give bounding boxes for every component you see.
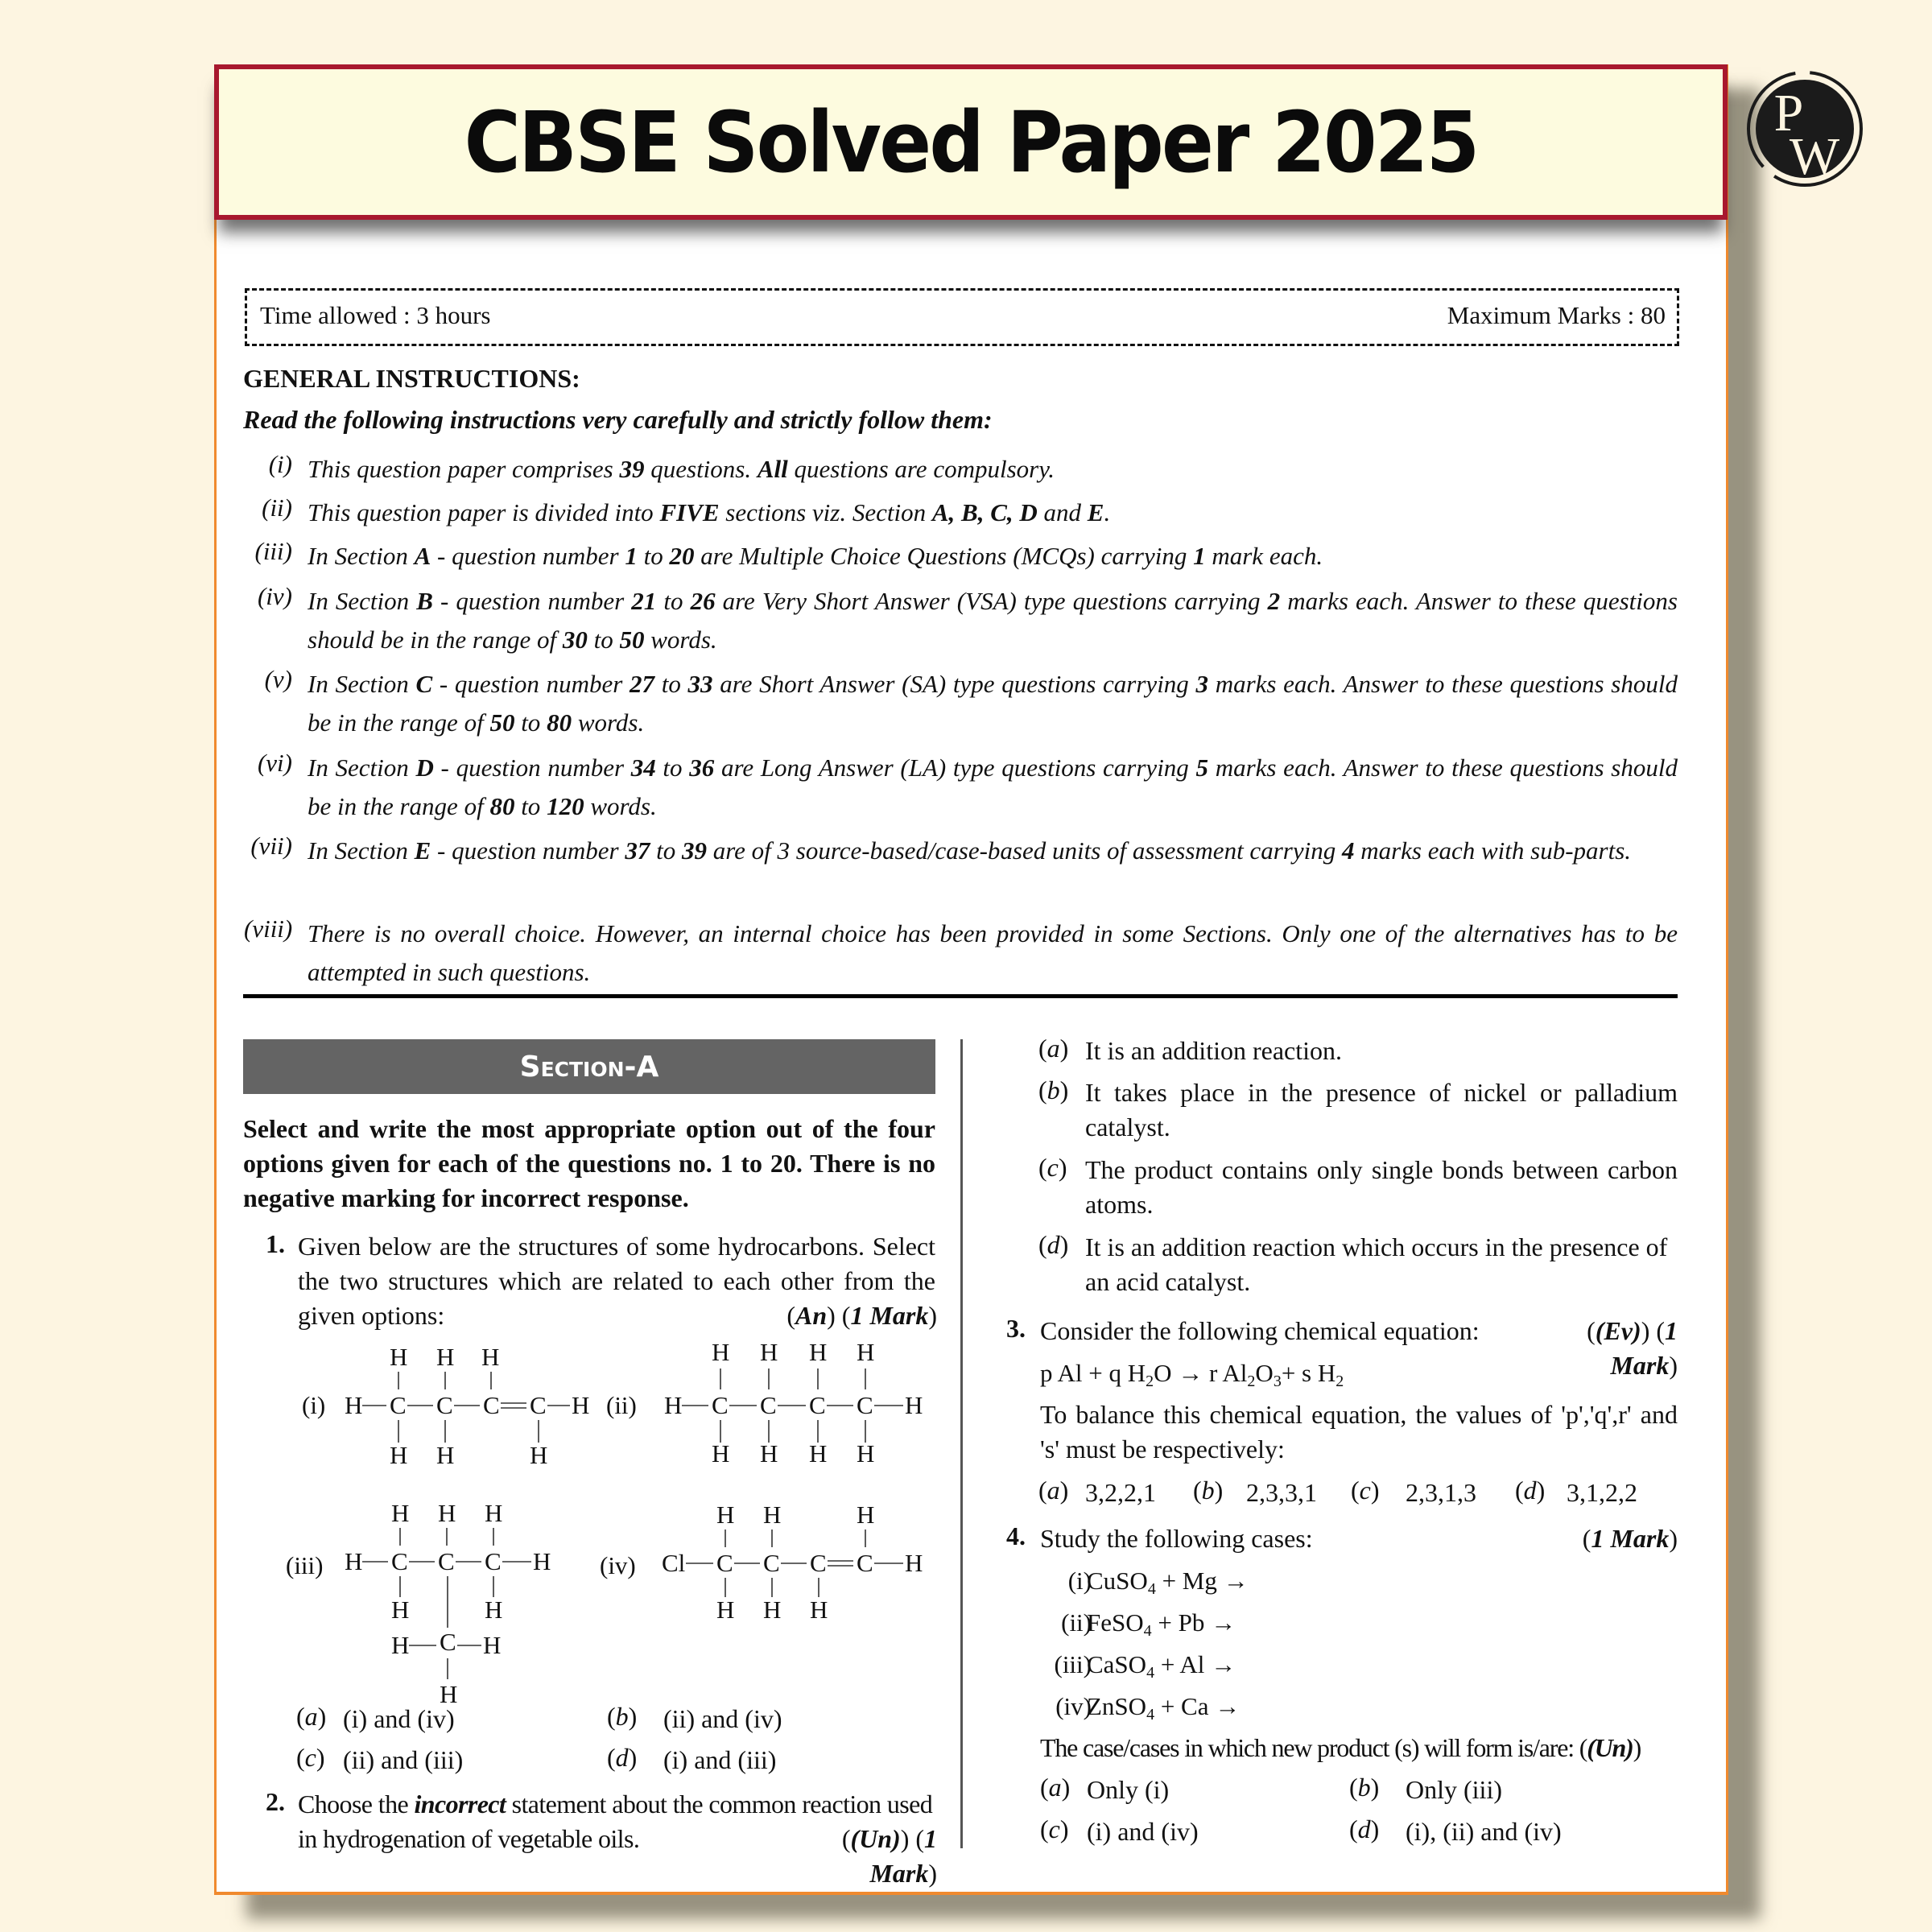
svg-text:H: H: [760, 1338, 778, 1366]
option-c[interactable]: (c): [1351, 1476, 1380, 1505]
svg-text:H: H: [809, 1439, 828, 1468]
question-3-marks: ((Ev)) (1 Mark): [1587, 1316, 1678, 1380]
question-number: 4.: [1006, 1521, 1026, 1550]
case-equation: FeSO$_4$ + Pb →: [1087, 1608, 1236, 1640]
svg-text:H: H: [905, 1391, 923, 1419]
instruction-num: (iii): [254, 537, 292, 565]
option-c[interactable]: (c): [1038, 1153, 1067, 1182]
question-number: 3.: [1006, 1314, 1026, 1343]
option-d-text[interactable]: (i), (ii) and (iv): [1406, 1817, 1562, 1846]
structure-label: (ii): [606, 1391, 637, 1419]
question-3-text: Consider the following chemical equation:: [1040, 1316, 1480, 1345]
svg-text:H: H: [716, 1596, 735, 1624]
svg-text:H: H: [712, 1338, 730, 1366]
instruction-num: (i): [268, 450, 292, 478]
logo-letter-p: P: [1773, 84, 1804, 142]
pw-logo-icon: [1747, 71, 1863, 187]
option-b[interactable]: (b): [1349, 1773, 1380, 1802]
instruction-num: (viii): [244, 914, 293, 943]
instruction-num: (iv): [257, 582, 292, 610]
structure-label: (i): [302, 1391, 326, 1419]
structure-label: (iii): [286, 1551, 324, 1579]
option-a-text[interactable]: Only (i): [1087, 1775, 1170, 1804]
svg-text:H: H: [345, 1391, 363, 1419]
instruction-item: There is no overall choice. However, an internal choice has been provided in some Sections. Only one of the alternatives has to be attempted in such questions.: [308, 919, 1678, 986]
case-label: (iv): [1055, 1692, 1092, 1720]
option-b-text[interactable]: It takes place in the presence of nickel or palladium catalyst.: [1085, 1078, 1678, 1141]
svg-text:H: H: [391, 1499, 410, 1527]
svg-text:C: C: [716, 1549, 733, 1577]
option-d-text[interactable]: It is an addition reaction which occurs in the presence of an acid catalyst.: [1085, 1232, 1668, 1296]
instruction-item: In Section C - question number 27 to 33 are Short Answer (SA) type questions carrying 3 marks each. Answer to these questions should be in the range of 50 to 80 words.: [308, 670, 1678, 737]
option-a[interactable]: (a): [1038, 1476, 1069, 1505]
option-a[interactable]: (a): [1040, 1773, 1071, 1802]
question-number: 2.: [266, 1787, 285, 1816]
option-b[interactable]: (b): [1038, 1075, 1069, 1104]
svg-text:H: H: [485, 1596, 503, 1624]
svg-text:H: H: [533, 1547, 551, 1575]
question-3-equation: p Al + q $H_2O \to r$ $Al_2O_3+ s$ $H_2$: [1040, 1359, 1344, 1390]
svg-text:H: H: [857, 1439, 875, 1468]
svg-text:H: H: [716, 1501, 735, 1529]
question-number: 1.: [266, 1229, 285, 1258]
svg-text:H: H: [905, 1549, 923, 1577]
svg-text:C: C: [857, 1391, 873, 1419]
svg-text:H: H: [857, 1501, 875, 1529]
section-a-intro: Select and write the most appropriate option out of the four options given for each of the questions no. 1 to 20. There is no negative marking for incorrect response.: [243, 1114, 935, 1212]
option-b-text[interactable]: 2,3,3,1: [1246, 1478, 1317, 1507]
svg-text:H: H: [391, 1596, 410, 1624]
option-d[interactable]: (d): [1349, 1814, 1380, 1843]
question-1-marks: (An) (1 Mark): [786, 1301, 937, 1330]
question-4-followup: The case/cases in which new product (s) will form is/are: ((Un)): [1040, 1733, 1641, 1762]
question-2-text: Choose the incorrect statement about the common reaction used in hydrogenation of vegetable oils.: [298, 1790, 933, 1853]
svg-text:C: C: [436, 1391, 453, 1419]
instruction-item: This question paper is divided into FIVE sections viz. Section A, B, C, D and E.: [308, 498, 1111, 526]
instruction-item: In Section E - question number 37 to 39 are of 3 source-based/case-based units of assessment carrying 4 marks each with sub-parts.: [308, 836, 1632, 865]
case-equation: ZnSO$_4$ + Ca →: [1087, 1692, 1241, 1724]
svg-text:C: C: [809, 1391, 826, 1419]
svg-text:C: C: [530, 1391, 547, 1419]
option-a[interactable]: (a): [296, 1702, 327, 1731]
svg-text:H: H: [436, 1343, 455, 1371]
page-title: CBSE Solved Paper 2025: [464, 93, 1478, 192]
svg-text:C: C: [810, 1549, 827, 1577]
option-d-text[interactable]: (i) and (iii): [663, 1745, 777, 1774]
question-4-text: Study the following cases:: [1040, 1524, 1313, 1553]
svg-text:H: H: [390, 1441, 408, 1469]
option-c[interactable]: (c): [1040, 1814, 1069, 1843]
instruction-num: (ii): [262, 493, 292, 522]
question-text: Given below are the structures of some hydrocarbons. Select the two structures which are related to each other from the given options:: [298, 1232, 935, 1330]
svg-text:H: H: [440, 1680, 458, 1707]
svg-text:H: H: [436, 1441, 455, 1469]
option-a[interactable]: (a): [1038, 1034, 1069, 1063]
svg-text:Cl: Cl: [662, 1549, 686, 1577]
case-label: (ii): [1061, 1608, 1092, 1637]
instruction-num: (v): [264, 665, 292, 693]
question-4-marks: (1 Mark): [1582, 1524, 1678, 1553]
svg-text:H: H: [390, 1343, 408, 1371]
svg-text:H: H: [345, 1547, 363, 1575]
svg-text:H: H: [481, 1343, 500, 1371]
svg-text:H: H: [530, 1441, 548, 1469]
question-2-marks: ((Un)) (1 Mark): [773, 1822, 937, 1891]
structures-i-ii: [290, 1336, 934, 1481]
option-b-text[interactable]: (ii) and (iv): [663, 1704, 782, 1733]
svg-text:H: H: [712, 1439, 730, 1468]
svg-text:H: H: [809, 1338, 828, 1366]
instructions-subheading: Read the following instructions very carefully and strictly follow them:: [243, 405, 993, 434]
option-d[interactable]: (d): [607, 1743, 638, 1772]
question-3-followup: To balance this chemical equation, the values of 'p','q',r' and 's' must be respectively:: [1040, 1400, 1678, 1463]
svg-text:H: H: [810, 1596, 828, 1624]
svg-text:H: H: [664, 1391, 683, 1419]
option-c-text[interactable]: 2,3,1,3: [1406, 1478, 1476, 1507]
instruction-num: (vii): [250, 832, 292, 860]
instruction-item: This question paper comprises 39 questions. All questions are compulsory.: [308, 455, 1055, 483]
case-label: (iii): [1054, 1650, 1092, 1678]
option-c-text[interactable]: The product contains only single bonds between carbon atoms.: [1085, 1155, 1678, 1219]
section-a-header: [243, 1039, 935, 1094]
section-divider-rule: [243, 994, 1678, 998]
svg-text:H: H: [485, 1499, 503, 1527]
option-c-text[interactable]: (i) and (iv): [1087, 1817, 1199, 1846]
svg-text:C: C: [440, 1628, 456, 1656]
svg-text:H: H: [391, 1631, 410, 1659]
svg-text:H: H: [438, 1499, 456, 1527]
instruction-item: In Section A - question number 1 to 20 are Multiple Choice Questions (MCQs) carrying 1 mark each.: [308, 542, 1323, 570]
svg-text:C: C: [763, 1549, 780, 1577]
svg-text:C: C: [438, 1547, 455, 1575]
svg-text:H: H: [857, 1338, 875, 1366]
svg-text:C: C: [483, 1391, 500, 1419]
option-c[interactable]: (c): [296, 1743, 325, 1772]
option-a-text[interactable]: It is an addition reaction.: [1085, 1036, 1343, 1065]
option-a-text[interactable]: 3,2,2,1: [1085, 1478, 1156, 1507]
structure-label: (iv): [600, 1551, 636, 1579]
section-title: Section-A: [519, 1050, 659, 1084]
column-divider: [960, 1039, 963, 1848]
svg-text:H: H: [763, 1596, 782, 1624]
svg-text:H: H: [763, 1501, 782, 1529]
option-a-text[interactable]: (i) and (iv): [343, 1704, 455, 1733]
option-d[interactable]: (d): [1515, 1476, 1546, 1505]
option-c-text[interactable]: (ii) and (iii): [343, 1745, 464, 1774]
logo-letter-w: W: [1789, 127, 1840, 186]
svg-text:C: C: [485, 1547, 502, 1575]
svg-text:C: C: [712, 1391, 729, 1419]
option-d-text[interactable]: 3,1,2,2: [1567, 1478, 1637, 1507]
case-label: (i): [1067, 1567, 1092, 1595]
case-equation: CuSO$_4$ + Mg →: [1087, 1567, 1249, 1598]
svg-text:C: C: [390, 1391, 407, 1419]
instructions-heading: GENERAL INSTRUCTIONS:: [243, 364, 580, 393]
svg-text:H: H: [760, 1439, 778, 1468]
option-b[interactable]: (b): [1193, 1476, 1224, 1505]
time-allowed: Time allowed : 3 hours: [260, 301, 491, 329]
structures-iii-iv: [282, 1489, 942, 1707]
svg-text:C: C: [391, 1547, 408, 1575]
svg-text:C: C: [857, 1549, 873, 1577]
instruction-item: In Section D - question number 34 to 36 are Long Answer (LA) type questions carrying 5 marks each. Answer to these questions should be in the range of 80 to 120 words.: [308, 753, 1678, 820]
option-b-text[interactable]: Only (iii): [1406, 1775, 1502, 1804]
instruction-item: In Section B - question number 21 to 26 are Very Short Answer (VSA) type questions carrying 2 marks each. Answer to these questions should be in the range of 30 to 50 words.: [308, 587, 1678, 654]
svg-text:C: C: [760, 1391, 777, 1419]
option-d[interactable]: (d): [1038, 1230, 1069, 1259]
maximum-marks: Maximum Marks : 80: [1447, 301, 1666, 329]
svg-text:H: H: [572, 1391, 590, 1419]
svg-text:H: H: [483, 1631, 502, 1659]
case-equation: CaSO$_4$ + Al →: [1087, 1650, 1236, 1682]
instruction-num: (vi): [257, 749, 292, 777]
time-marks-box: [245, 288, 1679, 346]
option-b[interactable]: (b): [607, 1702, 638, 1731]
